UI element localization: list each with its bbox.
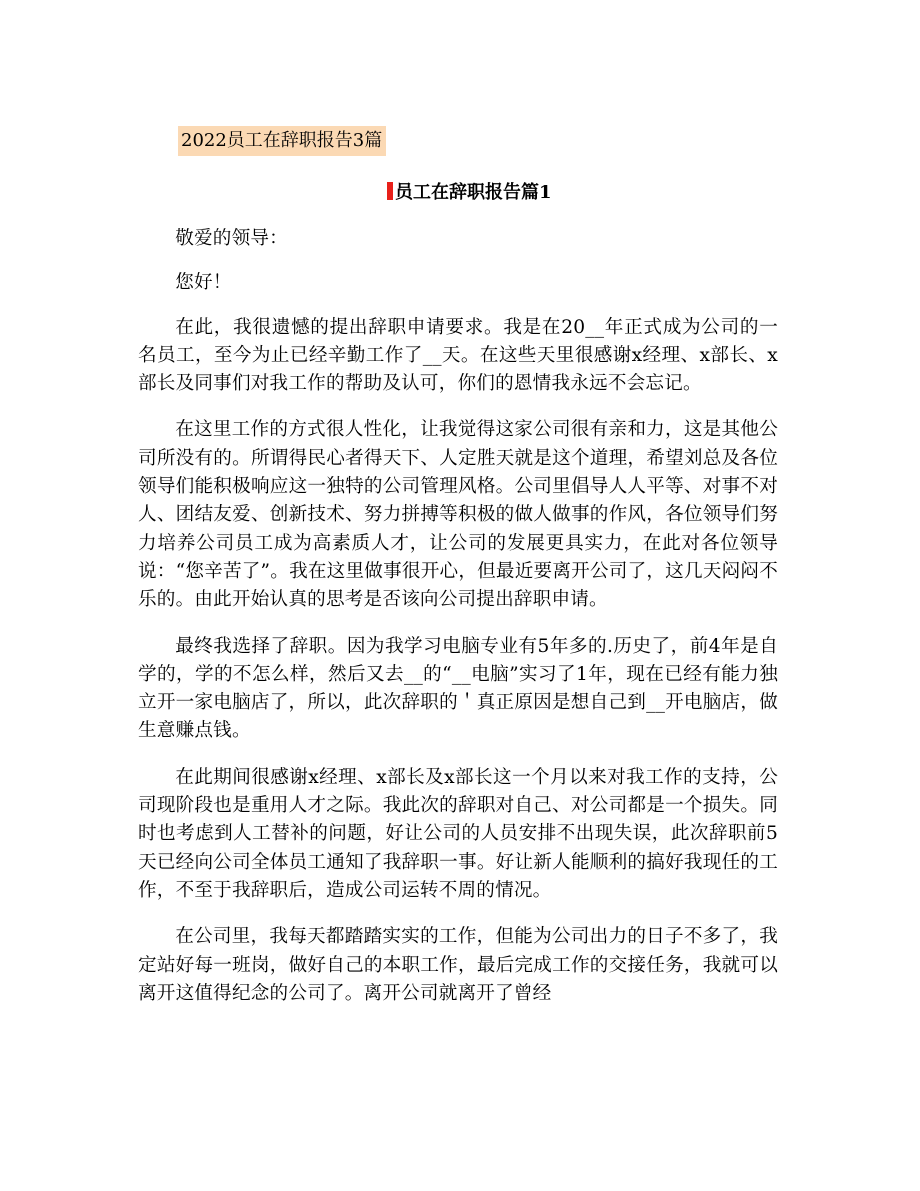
section-heading [387,180,552,206]
letter-body [138,225,778,1026]
salutation: 敬爱的领导： [175,228,288,249]
heading-marker-icon [387,182,393,200]
greeting: 您好！ [175,272,232,294]
paragraph: 在此，我很遗憾的提出辞职申请要求。我是在20__年正式成为公司的一名员工，至今为止已经辛勤工作了__天。在这些天里很感谢x经理、x部长、x部长及同事们对我工作的帮助及认可，你们的恩情我永远不会忘记。 [138,316,778,395]
section-heading-text: 员工在辞职报告篇1 [395,182,552,203]
paragraph: 在此期间很感谢x经理、x部长及x部长这一个月以来对我工作的支持，公司现阶段也是重用人才之际。我此次的辞职对自己、对公司都是一个损失。同时也考虑到人工替补的问题，好让公司的人员安排不出现失误，此次辞职前5天已经向公司全体员工通知了我辞职一事。好让新人能顺利的搞好我现任的工作，不至于我辞职后，造成公司运转不周的情况。 [138,766,778,901]
paragraph: 在公司里，我每天都踏踏实实的工作，但能为公司出力的日子不多了，我定站好每一班岗，做好自己的本职工作，最后完成工作的交接任务，我就可以离开这值得纪念的公司了。离开公司就离开了曾经 [138,926,778,1004]
document-title: 2022员工在辞职报告3篇 [178,126,386,156]
paragraph: 在这里工作的方式很人性化，让我觉得这家公司很有亲和力，这是其他公司所没有的。所谓得民心者得天下、人定胜天就是这个道理，希望刘总及各位领导们能积极响应这一独特的公司管理风格。公司里倡导人人平等、对事不对人、团结友爱、创新技术、努力拼搏等积极的做人做事的作风，各位领导们努力培养公司员工成为高素质人才，让公司的发展更具实力，在此对各位领导说：“您辛苦了”。我在这里做事很开心，但最近要离开公司了，这几天闷闷不乐的。由此开始认真的思考是否该向公司提出辞职申请。 [138,419,778,611]
paragraph: 最终我选择了辞职。因为我学习电脑专业有5年多的.历史了，前4年是自学的，学的不怎么样，然后又去__的“__电脑”实习了1年，现在已经有能力独立开一家电脑店了，所以，此次辞职的＇真正原因是想自己到__开电脑店，做生意赚点钱。 [138,635,778,742]
